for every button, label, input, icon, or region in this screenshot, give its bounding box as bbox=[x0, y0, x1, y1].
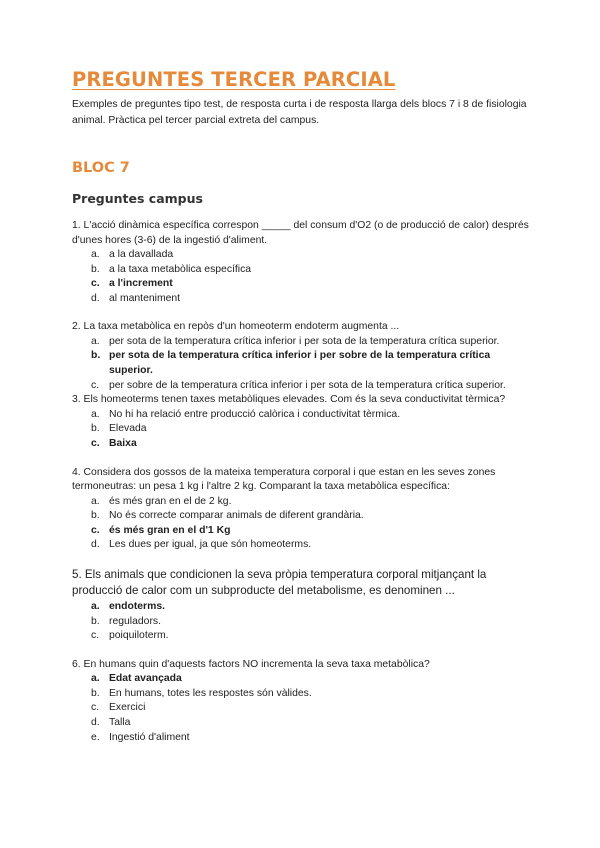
correct-option-item bbox=[72, 437, 534, 452]
option-text: per sota de la temperatura crítica inferior i per sota de la temperatura crítica superior. bbox=[109, 335, 500, 347]
option-letter: a. bbox=[91, 673, 100, 685]
option-item bbox=[72, 379, 534, 394]
document-content bbox=[72, 66, 534, 745]
option-letter: d. bbox=[91, 716, 100, 728]
option-text: endoterms. bbox=[109, 600, 166, 612]
option-letter: b. bbox=[91, 510, 100, 522]
question-text: 2. La taxa metabòlica en repòs d'un homeoterm endoterm augmenta ... bbox=[72, 321, 400, 333]
option-item bbox=[72, 422, 534, 437]
answer-options bbox=[72, 408, 534, 452]
option-letter: b. bbox=[91, 350, 101, 362]
option-item bbox=[72, 731, 534, 746]
option-text: Les dues per igual, ja que són homeoterms. bbox=[109, 539, 312, 551]
option-text: No és correcte comparar animals de diferent grandària. bbox=[109, 510, 364, 522]
correct-option-item bbox=[72, 600, 534, 615]
option-text: Ingestió d'aliment bbox=[109, 731, 190, 743]
intro-paragraph: Exemples de preguntes tipo test, de resposta curta i de resposta llarga dels blocs 7 i 8 de fisiologia animal. Pràctica pel tercer parcial extreta del campus. bbox=[72, 99, 527, 126]
question-4 bbox=[72, 466, 534, 553]
option-letter: c. bbox=[91, 437, 100, 449]
option-text: a l'increment bbox=[109, 278, 173, 290]
option-text: Exercici bbox=[109, 702, 146, 714]
option-letter: d. bbox=[91, 292, 100, 304]
option-item bbox=[72, 292, 534, 307]
section-heading-bloc-7: BLOC 7 bbox=[72, 160, 130, 176]
option-letter: b. bbox=[91, 615, 100, 627]
option-item bbox=[72, 495, 534, 510]
option-item bbox=[72, 538, 534, 553]
option-letter: a. bbox=[91, 249, 100, 260]
option-text: per sobre de la temperatura crítica inferior i per sota de la temperatura crítica superior. bbox=[109, 379, 506, 391]
option-item bbox=[72, 629, 534, 644]
option-letter: c. bbox=[91, 524, 100, 536]
option-item bbox=[72, 615, 534, 630]
option-text: En humans, totes les respostes són vàlides. bbox=[109, 687, 312, 699]
option-text: poiquiloterm. bbox=[109, 630, 169, 642]
correct-option-item bbox=[72, 277, 534, 292]
option-item bbox=[72, 509, 534, 524]
option-letter: a. bbox=[91, 335, 100, 347]
subheading-preguntes-campus: Preguntes campus bbox=[72, 191, 203, 206]
option-letter: a. bbox=[91, 495, 100, 507]
question-1 bbox=[72, 219, 534, 306]
option-item bbox=[72, 248, 534, 263]
option-item bbox=[72, 408, 534, 423]
option-text: és més gran en el de 2 kg. bbox=[109, 495, 232, 507]
question-text: 4. Considera dos gossos de la mateixa temperatura corporal i que estan en les seves zones termoneutras: un pesa 1 kg i l'altre 2 kg. Comparant la taxa metabòlica específica: bbox=[72, 466, 496, 493]
answer-options bbox=[72, 335, 534, 393]
option-letter: e. bbox=[91, 731, 100, 743]
option-text: és més gran en el d'1 Kg bbox=[109, 524, 231, 536]
option-letter: d. bbox=[91, 539, 100, 551]
question-text: 6. En humans quin d'aquests factors NO incrementa la seva taxa metabòlica? bbox=[72, 658, 430, 670]
page-title: PREGUNTES TERCER PARCIAL bbox=[72, 68, 396, 91]
correct-option-item bbox=[72, 524, 534, 539]
question-3 bbox=[72, 393, 534, 451]
option-letter: a. bbox=[91, 600, 100, 612]
option-letter: b. bbox=[91, 263, 100, 275]
option-item bbox=[72, 701, 534, 716]
answer-options bbox=[72, 495, 534, 553]
option-item bbox=[72, 716, 534, 731]
option-item bbox=[72, 687, 534, 702]
question-5 bbox=[72, 567, 534, 644]
question-text: 1. L'acció dinàmica específica correspon _____ del consum d'O2 (o de producció de calor) després d'unes hores (3-6) de la ingestió d'aliment. bbox=[72, 220, 529, 246]
option-text: Baixa bbox=[109, 437, 137, 449]
correct-option-item bbox=[72, 349, 534, 378]
option-item bbox=[72, 335, 534, 350]
answer-options bbox=[72, 672, 534, 745]
option-text: Elevada bbox=[109, 423, 147, 435]
option-item bbox=[72, 263, 534, 278]
option-text: Talla bbox=[109, 716, 131, 728]
option-letter: b. bbox=[91, 423, 100, 435]
option-text: a la davallada bbox=[109, 249, 174, 260]
question-text: 3. Els homeoterms tenen taxes metabòliques elevades. Com és la seva conductivitat tèrmica? bbox=[72, 394, 506, 406]
option-letter: c. bbox=[91, 278, 100, 290]
option-letter: b. bbox=[91, 687, 100, 699]
option-letter: c. bbox=[91, 379, 100, 391]
question-2 bbox=[72, 320, 534, 393]
answer-options bbox=[72, 600, 534, 644]
option-letter: c. bbox=[91, 630, 100, 642]
question-6 bbox=[72, 658, 534, 745]
option-text: a la taxa metabòlica específica bbox=[109, 263, 252, 275]
option-text: al manteniment bbox=[109, 292, 181, 304]
option-text: Edat avançada bbox=[109, 673, 182, 685]
option-text: reguladors. bbox=[109, 615, 161, 627]
correct-option-item bbox=[72, 672, 534, 687]
option-letter: a. bbox=[91, 408, 100, 420]
option-text: per sota de la temperatura crítica inferior i per sobre de la temperatura crítica superior. bbox=[109, 350, 491, 377]
option-letter: c. bbox=[91, 702, 100, 714]
option-text: No hi ha relació entre producció calòrica i conductivitat tèrmica. bbox=[109, 408, 401, 420]
answer-options bbox=[72, 248, 534, 306]
question-text: 5. Els animals que condicionen la seva pròpia temperatura corporal mitjançant la producció de calor com un subproducte del metabolisme, es denominen ... bbox=[72, 567, 487, 598]
